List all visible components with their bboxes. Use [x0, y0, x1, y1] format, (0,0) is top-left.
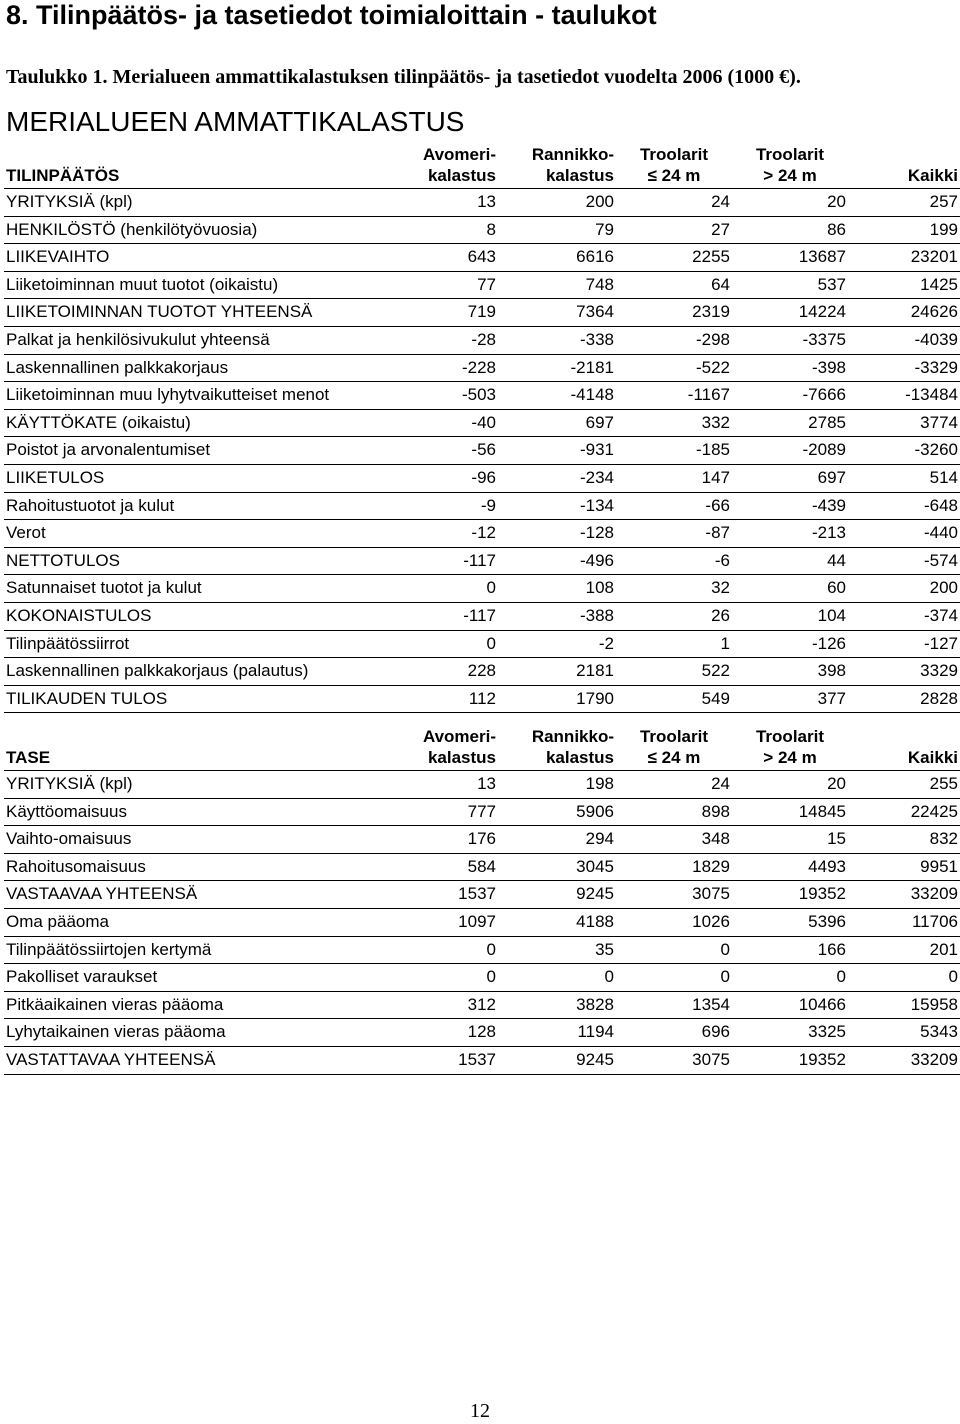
table-cell: -2181 — [498, 354, 616, 382]
table-cell: -96 — [386, 464, 498, 492]
table-cell: 696 — [616, 1019, 732, 1047]
table-cell: 1537 — [386, 881, 498, 909]
table-row — [4, 685, 960, 713]
table-cell: -440 — [848, 520, 960, 548]
table-cell: 86 — [732, 216, 848, 244]
column-header-line2: kalastus — [545, 166, 614, 185]
row-label: KOKONAISTULOS — [4, 602, 386, 630]
tilinpaatos-column-header — [386, 140, 498, 189]
column-header-line2: kalastus — [427, 166, 496, 185]
table-cell: 10466 — [732, 991, 848, 1019]
table-cell: -298 — [616, 326, 732, 354]
table-cell: 9951 — [848, 853, 960, 881]
table-cell: 1194 — [498, 1019, 616, 1047]
table-cell: -4148 — [498, 382, 616, 410]
tase-column-header — [498, 722, 616, 771]
table-row — [4, 271, 960, 299]
table-cell: -228 — [386, 354, 498, 382]
row-label: Käyttöomaisuus — [4, 798, 386, 826]
table-cell: 24626 — [848, 299, 960, 327]
table-cell: 8 — [386, 216, 498, 244]
column-header-line2: kalastus — [545, 748, 614, 767]
table-cell: 522 — [616, 658, 732, 686]
column-header-line1: Troolarit — [755, 727, 824, 746]
table-cell: 332 — [616, 409, 732, 437]
table-row — [4, 964, 960, 992]
row-label: KÄYTTÖKATE (oikaistu) — [4, 409, 386, 437]
table-cell: 79 — [498, 216, 616, 244]
table-cell: 0 — [386, 575, 498, 603]
table-cell: 1829 — [616, 853, 732, 881]
table-cell: 697 — [732, 464, 848, 492]
table-cell: 4493 — [732, 853, 848, 881]
row-label: Satunnaiset tuotot ja kulut — [4, 575, 386, 603]
table-cell: 19352 — [732, 881, 848, 909]
table-cell: 2319 — [616, 299, 732, 327]
table-cell: 312 — [386, 991, 498, 1019]
table-cell: 1790 — [498, 685, 616, 713]
table-cell: 2255 — [616, 244, 732, 272]
table-cell: 537 — [732, 271, 848, 299]
table-cell: -127 — [848, 630, 960, 658]
table-cell: -2 — [498, 630, 616, 658]
table-cell: 104 — [732, 602, 848, 630]
table-row — [4, 991, 960, 1019]
table-cell: 1354 — [616, 991, 732, 1019]
row-label: Rahoitustuotot ja kulut — [4, 492, 386, 520]
column-header-line1: Troolarit — [639, 727, 708, 746]
table-cell: -185 — [616, 437, 732, 465]
table-cell: -648 — [848, 492, 960, 520]
table-cell: 0 — [732, 964, 848, 992]
column-header-line1: Rannikko- — [531, 145, 614, 164]
table-cell: -1167 — [616, 382, 732, 410]
table-cell: 9245 — [498, 1046, 616, 1074]
table-row — [4, 853, 960, 881]
table-row — [4, 520, 960, 548]
table-cell: 294 — [498, 826, 616, 854]
table-cell: 3828 — [498, 991, 616, 1019]
table-cell: 0 — [848, 964, 960, 992]
table-cell: 898 — [616, 798, 732, 826]
table-cell: -117 — [386, 547, 498, 575]
row-label: HENKILÖSTÖ (henkilötyövuosia) — [4, 216, 386, 244]
table-cell: 5906 — [498, 798, 616, 826]
table-cell: -4039 — [848, 326, 960, 354]
table-cell: 697 — [498, 409, 616, 437]
table-cell: 1 — [616, 630, 732, 658]
table-cell: 1425 — [848, 271, 960, 299]
table-cell: 201 — [848, 936, 960, 964]
tase-column-header — [386, 722, 498, 771]
table-row — [4, 936, 960, 964]
table-cell: -213 — [732, 520, 848, 548]
tase-column-header — [616, 722, 732, 771]
table-cell: 14224 — [732, 299, 848, 327]
table-cell: 27 — [616, 216, 732, 244]
table-row — [4, 1019, 960, 1047]
table-cell: -439 — [732, 492, 848, 520]
table-cell: 15 — [732, 826, 848, 854]
row-label: NETTOTULOS — [4, 547, 386, 575]
table-cell: 166 — [732, 936, 848, 964]
table-cell: 4188 — [498, 908, 616, 936]
row-label: YRITYKSIÄ (kpl) — [4, 771, 386, 799]
table-cell: 3325 — [732, 1019, 848, 1047]
row-label: Vaihto-omaisuus — [4, 826, 386, 854]
row-label: YRITYKSIÄ (kpl) — [4, 189, 386, 217]
column-header-line1: Troolarit — [755, 145, 824, 164]
table-cell: 60 — [732, 575, 848, 603]
table-cell: -3329 — [848, 354, 960, 382]
row-label: VASTATTAVAA YHTEENSÄ — [4, 1046, 386, 1074]
table-row — [4, 326, 960, 354]
table-cell: -40 — [386, 409, 498, 437]
table-cell: 5396 — [732, 908, 848, 936]
table-cell: 0 — [616, 964, 732, 992]
column-header-line1: Rannikko- — [531, 727, 614, 746]
table-cell: 19352 — [732, 1046, 848, 1074]
row-label: Verot — [4, 520, 386, 548]
table-cell: 20 — [732, 771, 848, 799]
table-cell: 108 — [498, 575, 616, 603]
column-header-line2: Kaikki — [907, 166, 958, 185]
tilinpaatos-column-header — [616, 140, 732, 189]
row-label: Tilinpäätössiirtojen kertymä — [4, 936, 386, 964]
table-cell: 77 — [386, 271, 498, 299]
table-cell: 15958 — [848, 991, 960, 1019]
table-cell: 33209 — [848, 1046, 960, 1074]
tilinpaatos-header-row — [4, 140, 960, 189]
column-header-line1: Avomeri- — [422, 145, 496, 164]
table-cell: 398 — [732, 658, 848, 686]
table-cell: -3260 — [848, 437, 960, 465]
page-number: 12 — [470, 1400, 490, 1422]
table-cell: 257 — [848, 189, 960, 217]
table-row — [4, 382, 960, 410]
table-row — [4, 354, 960, 382]
table-cell: 584 — [386, 853, 498, 881]
table-cell: -66 — [616, 492, 732, 520]
table-cell: -931 — [498, 437, 616, 465]
table-cell: -574 — [848, 547, 960, 575]
table-cell: -87 — [616, 520, 732, 548]
row-label: Pakolliset varaukset — [4, 964, 386, 992]
table-cell: -12 — [386, 520, 498, 548]
column-header-line1: Troolarit — [639, 145, 708, 164]
column-header-line1: Avomeri- — [422, 727, 496, 746]
table-cell: 348 — [616, 826, 732, 854]
table-cell: -338 — [498, 326, 616, 354]
table-cell: 128 — [386, 1019, 498, 1047]
row-label: LIIKETULOS — [4, 464, 386, 492]
table-cell: 9245 — [498, 881, 616, 909]
table-cell: 64 — [616, 271, 732, 299]
table-cell: -6 — [616, 547, 732, 575]
table-cell: 112 — [386, 685, 498, 713]
table-cell: 35 — [498, 936, 616, 964]
row-label: Liiketoiminnan muu lyhytvaikutteiset menot — [4, 382, 386, 410]
table-cell: 0 — [386, 964, 498, 992]
table-cell: 176 — [386, 826, 498, 854]
row-label: Palkat ja henkilösivukulut yhteensä — [4, 326, 386, 354]
table-cell: 13 — [386, 189, 498, 217]
row-label: LIIKETOIMINNAN TUOTOT YHTEENSÄ — [4, 299, 386, 327]
table-row — [4, 602, 960, 630]
column-header-line2: > 24 m — [763, 166, 817, 185]
table-cell: -117 — [386, 602, 498, 630]
table-cell: -522 — [616, 354, 732, 382]
table-cell: 228 — [386, 658, 498, 686]
column-header-line2: Kaikki — [907, 748, 958, 767]
table-cell: -234 — [498, 464, 616, 492]
table-row — [4, 826, 960, 854]
table-cell: -503 — [386, 382, 498, 410]
table-row — [4, 492, 960, 520]
table-row — [4, 189, 960, 217]
table-cell: 1537 — [386, 1046, 498, 1074]
table-cell: 7364 — [498, 299, 616, 327]
row-label: Liiketoiminnan muut tuotot (oikaistu) — [4, 271, 386, 299]
row-label: VASTAAVAA YHTEENSÄ — [4, 881, 386, 909]
table-row — [4, 464, 960, 492]
column-header-line2: kalastus — [427, 748, 496, 767]
table-row — [4, 630, 960, 658]
page-heading: 8. Tilinpäätös- ja tasetiedot toimialoittain - taulukot — [6, 0, 657, 30]
tase-header-row — [4, 722, 960, 771]
table-cell: 2828 — [848, 685, 960, 713]
tase-column-header — [848, 722, 960, 771]
row-label: Lyhytaikainen vieras pääoma — [4, 1019, 386, 1047]
table-cell: 13687 — [732, 244, 848, 272]
tilinpaatos-column-header — [732, 140, 848, 189]
table-caption: Taulukko 1. Merialueen ammattikalastuksen tilinpäätös- ja tasetiedot vuodelta 2006 (1000 €). — [6, 66, 801, 88]
table-cell: 719 — [386, 299, 498, 327]
table-cell: 3774 — [848, 409, 960, 437]
table-row — [4, 771, 960, 799]
table-cell: 549 — [616, 685, 732, 713]
table-cell: -374 — [848, 602, 960, 630]
table-cell: 0 — [616, 936, 732, 964]
table-cell: 832 — [848, 826, 960, 854]
table-row — [4, 244, 960, 272]
table-cell: 24 — [616, 771, 732, 799]
table-cell: 1026 — [616, 908, 732, 936]
table-cell: 26 — [616, 602, 732, 630]
table-cell: 748 — [498, 271, 616, 299]
table-cell: 13 — [386, 771, 498, 799]
table-cell: 199 — [848, 216, 960, 244]
table-cell: 377 — [732, 685, 848, 713]
table-cell: -134 — [498, 492, 616, 520]
table-cell: 33209 — [848, 881, 960, 909]
table-cell: 1097 — [386, 908, 498, 936]
table-row — [4, 299, 960, 327]
table-row — [4, 1046, 960, 1074]
table-cell: 3075 — [616, 881, 732, 909]
table-cell: 0 — [386, 936, 498, 964]
table-row — [4, 547, 960, 575]
column-header-line2: ≤ 24 m — [647, 748, 701, 767]
table-cell: 200 — [498, 189, 616, 217]
tilinpaatos-table — [4, 140, 960, 713]
table-cell: -28 — [386, 326, 498, 354]
table-row — [4, 216, 960, 244]
table-cell: -9 — [386, 492, 498, 520]
table-row — [4, 881, 960, 909]
row-label: Rahoitusomaisuus — [4, 853, 386, 881]
table-row — [4, 575, 960, 603]
tase-table — [4, 722, 960, 1075]
table-cell: -496 — [498, 547, 616, 575]
table-cell: 643 — [386, 244, 498, 272]
row-label: Laskennallinen palkkakorjaus (palautus) — [4, 658, 386, 686]
row-label: TILIKAUDEN TULOS — [4, 685, 386, 713]
table-cell: 3075 — [616, 1046, 732, 1074]
table-cell: -13484 — [848, 382, 960, 410]
table-cell: 23201 — [848, 244, 960, 272]
table-row — [4, 908, 960, 936]
column-header-line2: ≤ 24 m — [647, 166, 701, 185]
table-cell: -398 — [732, 354, 848, 382]
row-label: Laskennallinen palkkakorjaus — [4, 354, 386, 382]
table-cell: -126 — [732, 630, 848, 658]
table-cell: 3045 — [498, 853, 616, 881]
table-cell: 0 — [498, 964, 616, 992]
tilinpaatos-title: TILINPÄÄTÖS — [4, 140, 386, 189]
table-cell: 2181 — [498, 658, 616, 686]
table-cell: 0 — [386, 630, 498, 658]
table-cell: -2089 — [732, 437, 848, 465]
table-row — [4, 437, 960, 465]
table-cell: 11706 — [848, 908, 960, 936]
table-cell: -7666 — [732, 382, 848, 410]
table-row — [4, 658, 960, 686]
table-cell: 5343 — [848, 1019, 960, 1047]
table-cell: 514 — [848, 464, 960, 492]
table-row — [4, 409, 960, 437]
table-cell: 147 — [616, 464, 732, 492]
table-cell: 24 — [616, 189, 732, 217]
table-cell: 3329 — [848, 658, 960, 686]
table-cell: 2785 — [732, 409, 848, 437]
row-label: Tilinpäätössiirrot — [4, 630, 386, 658]
table-cell: 6616 — [498, 244, 616, 272]
table-cell: 20 — [732, 189, 848, 217]
tilinpaatos-column-header — [848, 140, 960, 189]
row-label: Poistot ja arvonalentumiset — [4, 437, 386, 465]
table-cell: 200 — [848, 575, 960, 603]
table-cell: 32 — [616, 575, 732, 603]
table-cell: 255 — [848, 771, 960, 799]
table-cell: 22425 — [848, 798, 960, 826]
table-cell: -3375 — [732, 326, 848, 354]
tilinpaatos-column-header — [498, 140, 616, 189]
section-title: MERIALUEEN AMMATTIKALASTUS — [6, 106, 465, 137]
tase-column-header — [732, 722, 848, 771]
table-cell: 14845 — [732, 798, 848, 826]
tase-title: TASE — [4, 722, 386, 771]
table-cell: 198 — [498, 771, 616, 799]
table-cell: -388 — [498, 602, 616, 630]
table-cell: -56 — [386, 437, 498, 465]
row-label: Oma pääoma — [4, 908, 386, 936]
row-label: LIIKEVAIHTO — [4, 244, 386, 272]
table-row — [4, 798, 960, 826]
column-header-line2: > 24 m — [763, 748, 817, 767]
table-cell: 44 — [732, 547, 848, 575]
table-cell: -128 — [498, 520, 616, 548]
row-label: Pitkäaikainen vieras pääoma — [4, 991, 386, 1019]
table-cell: 777 — [386, 798, 498, 826]
